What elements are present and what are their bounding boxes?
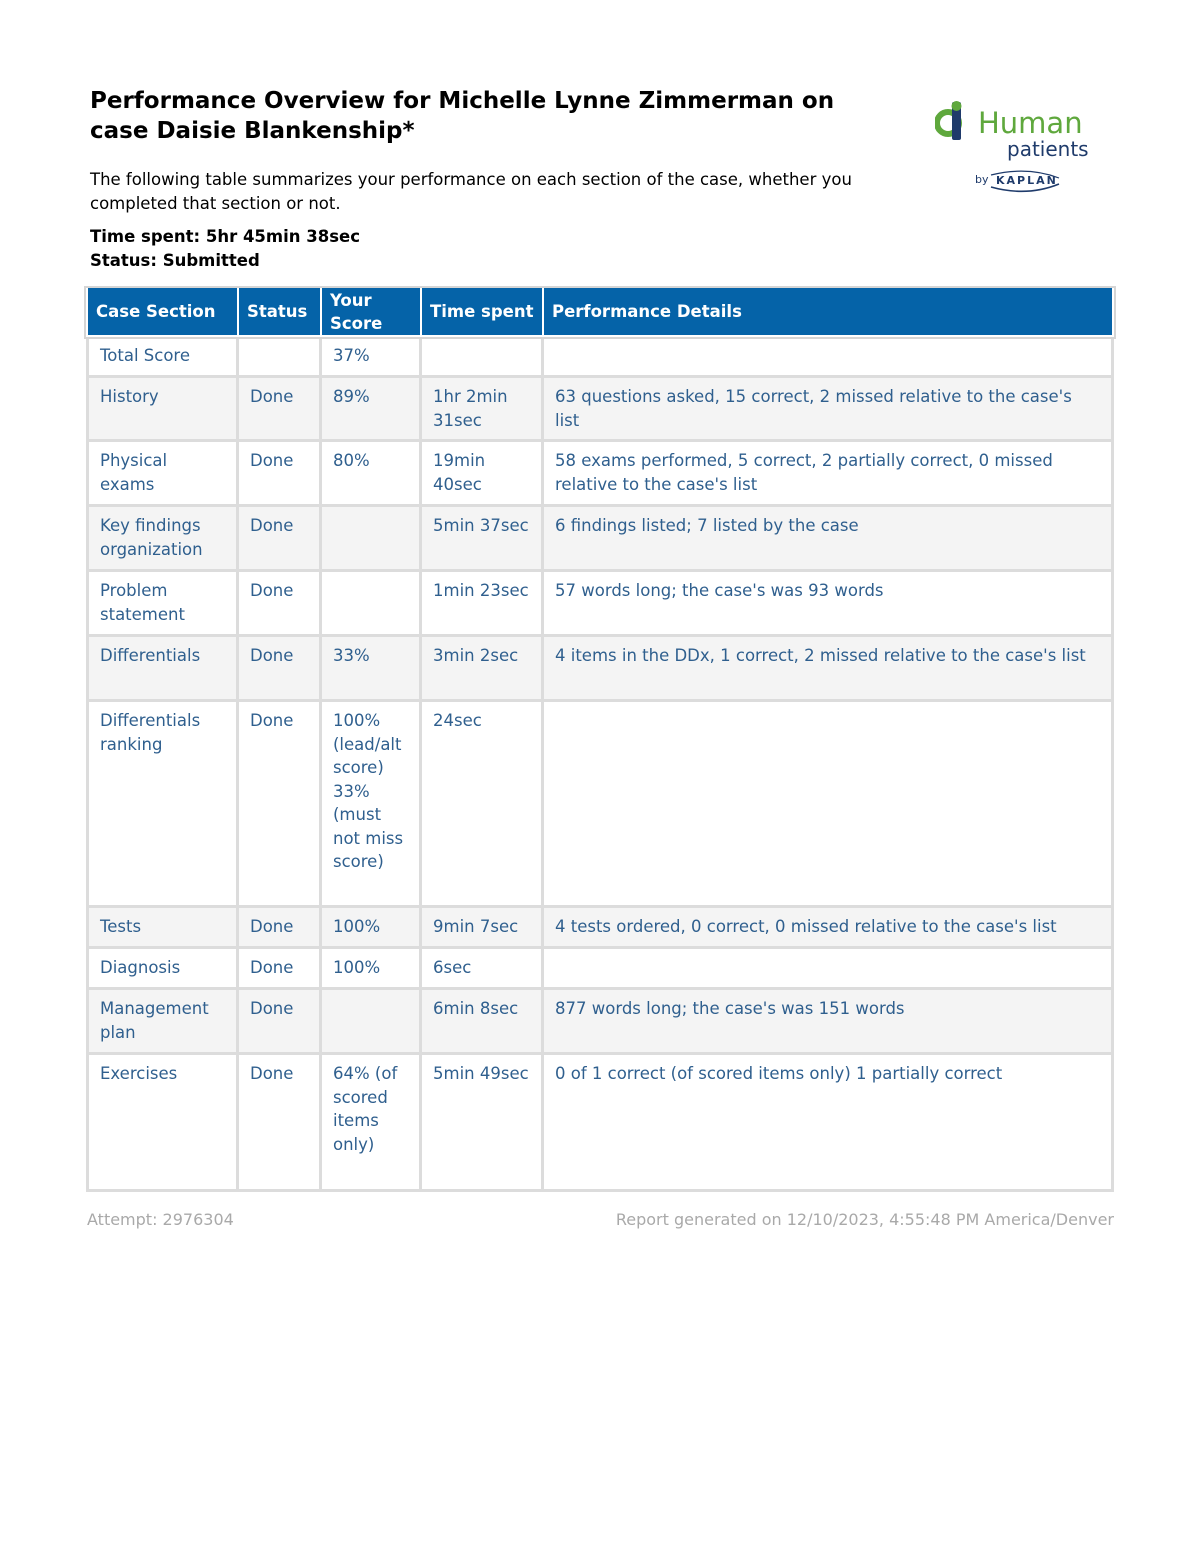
svg-text:patients: patients [1007,137,1089,161]
cell-time: 1hr 2min 31sec [422,378,544,442]
cell-time: 6sec [422,949,544,990]
cell-score: 100% [322,949,422,990]
svg-text:Human: Human [978,106,1083,140]
cell-status: Done [239,949,322,990]
cell-status: Done [239,990,322,1055]
cell-details: 6 findings listed; 7 listed by the case [544,507,1114,572]
cell-score [322,572,422,637]
cell-status: Done [239,702,322,908]
svg-text:by: by [975,173,989,186]
table-row [86,908,1114,949]
status-line: Status: Submitted [90,251,260,270]
cell-score: 100% (lead/alt score) 33% (must not miss score) [322,702,422,908]
cell-details [544,949,1114,990]
cell-time: 24sec [422,702,544,908]
cell-status: Done [239,442,322,507]
col-header-status: Status [239,288,322,337]
cell-details: 4 tests ordered, 0 correct, 0 missed relative to the case's list [544,908,1114,949]
table-row [86,507,1114,572]
svg-text:KAPLAN: KAPLAN [996,174,1058,187]
cell-time [422,337,544,378]
page-title: Performance Overview for Michelle Lynne Zimmerman on case Daisie Blankenship* [90,88,835,144]
table-header-row [86,288,1114,337]
cell-time: 3min 2sec [422,637,544,702]
col-header-score: Your Score [322,288,422,337]
col-header-details: Performance Details [544,288,1114,337]
cell-case-section: Physical exams [86,442,239,507]
cell-score [322,507,422,572]
cell-status [239,337,322,378]
cell-details: 57 words long; the case's was 93 words [544,572,1114,637]
cell-case-section: Tests [86,908,239,949]
cell-status: Done [239,378,322,442]
cell-status: Done [239,507,322,572]
meta-block [90,225,360,273]
cell-case-section: Management plan [86,990,239,1055]
cell-time: 5min 37sec [422,507,544,572]
table-row [86,949,1114,990]
table-row [86,442,1114,507]
col-header-case-section: Case Section [86,288,239,337]
cell-score: 33% [322,637,422,702]
cell-details: 0 of 1 correct (of scored items only) 1 partially correct [544,1055,1114,1192]
cell-status: Done [239,637,322,702]
table-row [86,702,1114,908]
cell-time: 6min 8sec [422,990,544,1055]
cell-score: 64% (of scored items only) [322,1055,422,1192]
cell-time: 5min 49sec [422,1055,544,1192]
cell-time: 1min 23sec [422,572,544,637]
cell-score: 80% [322,442,422,507]
time-spent: Time spent: 5hr 45min 38sec [90,227,361,246]
cell-details: 877 words long; the case's was 151 words [544,990,1114,1055]
cell-details: 4 items in the DDx, 1 correct, 2 missed relative to the case's list [544,637,1114,702]
cell-status: Done [239,572,322,637]
attempt-id: Attempt: 2976304 [87,1210,234,1229]
cell-case-section: History [86,378,239,442]
cell-case-section: Total Score [86,337,239,378]
cell-time: 19min 40sec [422,442,544,507]
table-row [86,637,1114,702]
cell-details [544,702,1114,908]
table-row [86,572,1114,637]
cell-details: 63 questions asked, 15 correct, 2 missed relative to the case's list [544,378,1114,442]
cell-case-section: Diagnosis [86,949,239,990]
cell-status: Done [239,1055,322,1192]
table-body [86,337,1114,1192]
table-row [86,1055,1114,1192]
performance-table [86,288,1114,1192]
cell-score: 100% [322,908,422,949]
intro-text: The following table summarizes your performance on each section of the case, whether you completed that section or not. [90,170,852,213]
cell-case-section: Problem statement [86,572,239,637]
cell-case-section: Differentials ranking [86,702,239,908]
cell-details [544,337,1114,378]
cell-score [322,990,422,1055]
cell-case-section: Exercises [86,1055,239,1192]
col-header-time: Time spent [422,288,544,337]
cell-score: 89% [322,378,422,442]
ihuman-kaplan-logo [935,100,1115,200]
table-row [86,990,1114,1055]
cell-case-section: Key findings organization [86,507,239,572]
cell-score: 37% [322,337,422,378]
table-row [86,337,1114,378]
cell-status: Done [239,908,322,949]
table-row [86,378,1114,442]
cell-details: 58 exams performed, 5 correct, 2 partially correct, 0 missed relative to the case's list [544,442,1114,507]
cell-time: 9min 7sec [422,908,544,949]
report-generated: Report generated on 12/10/2023, 4:55:48 PM America/Denver [615,1210,1114,1229]
cell-case-section: Differentials [86,637,239,702]
